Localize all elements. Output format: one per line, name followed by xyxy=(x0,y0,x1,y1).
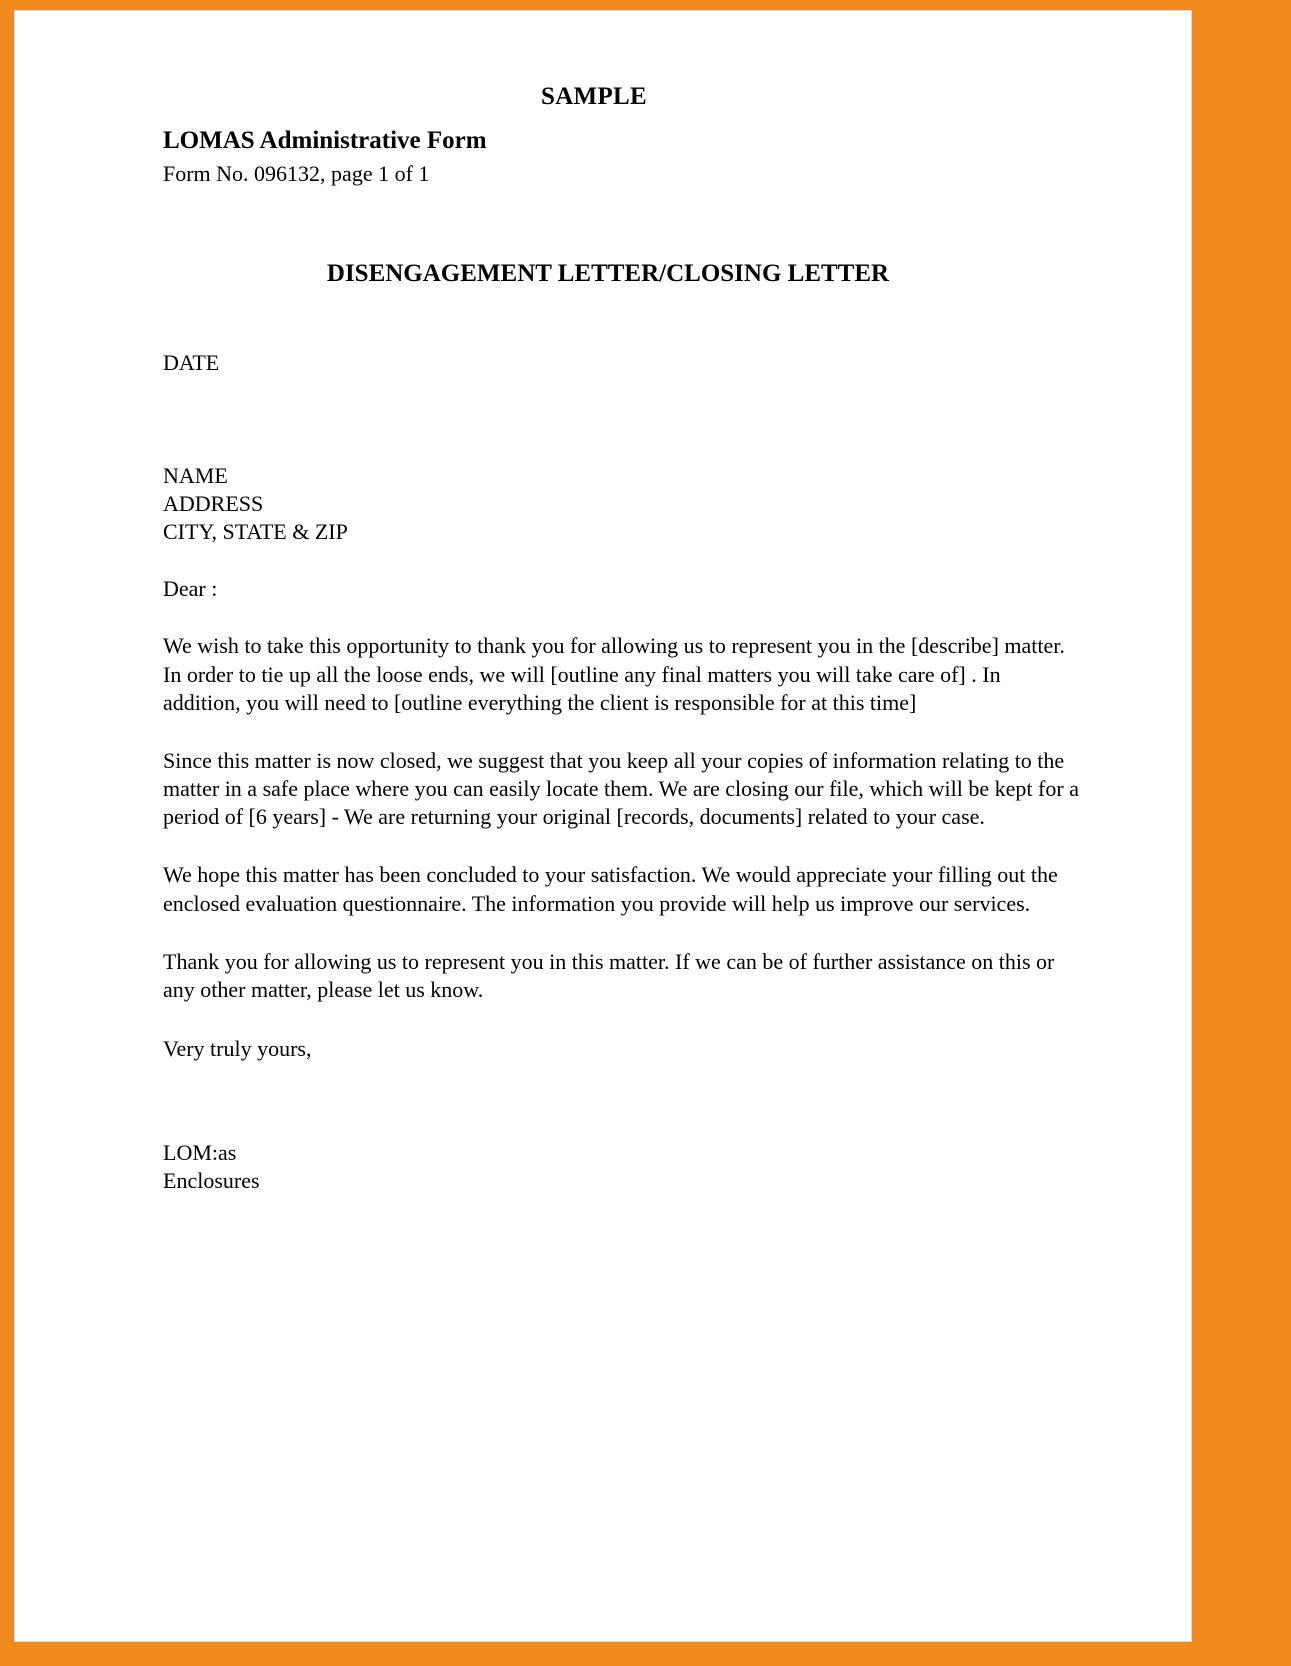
recipient-city-state-zip: CITY, STATE & ZIP xyxy=(163,519,348,545)
recipient-address: ADDRESS xyxy=(163,491,264,517)
body-paragraph-2: Since this matter is now closed, we suggest that you keep all your copies of information relating to the matter in a safe place where you can easily locate them. We are closing our file, which will be kept for a period of [6 years] - We are returning your original [records, documents] related to your case. xyxy=(163,747,1079,830)
enclosures-label: Enclosures xyxy=(163,1168,260,1194)
salutation: Dear : xyxy=(163,576,218,602)
document-content xyxy=(163,83,1083,1195)
recipient-name: NAME xyxy=(163,463,228,488)
recipient-address-block xyxy=(163,462,1083,546)
author-initials: LOM:as xyxy=(163,1140,237,1166)
body-paragraph-1: We wish to take this opportunity to thank you for allowing us to represent you in the [describe] matter. In order to tie up all the loose ends, we will [outline any final matters you will take care of] . In addition, you will need to [outline everything the client is responsible for at this time] xyxy=(163,633,1065,715)
form-number: Form No. 096132, page 1 of 1 xyxy=(163,161,430,186)
date-field: DATE xyxy=(163,350,220,375)
document-page xyxy=(14,10,1192,1642)
signoff-block xyxy=(163,1139,1083,1195)
form-name: LOMAS Administrative Form xyxy=(163,127,487,154)
body-paragraph-4: Thank you for allowing us to represent you in this matter. If we can be of further assistance on this or any other matter, please let us know. xyxy=(163,948,1055,1002)
page-title: DISENGAGEMENT LETTER/CLOSING LETTER xyxy=(326,260,890,287)
body-paragraph-3: We hope this matter has been concluded to your satisfaction. We would appreciate your filling out the enclosed evaluation questionnaire. The information you provide will help us improve our services. xyxy=(163,862,1058,916)
closing-line: Very truly yours, xyxy=(163,1036,312,1062)
sample-label: SAMPLE xyxy=(541,83,647,110)
